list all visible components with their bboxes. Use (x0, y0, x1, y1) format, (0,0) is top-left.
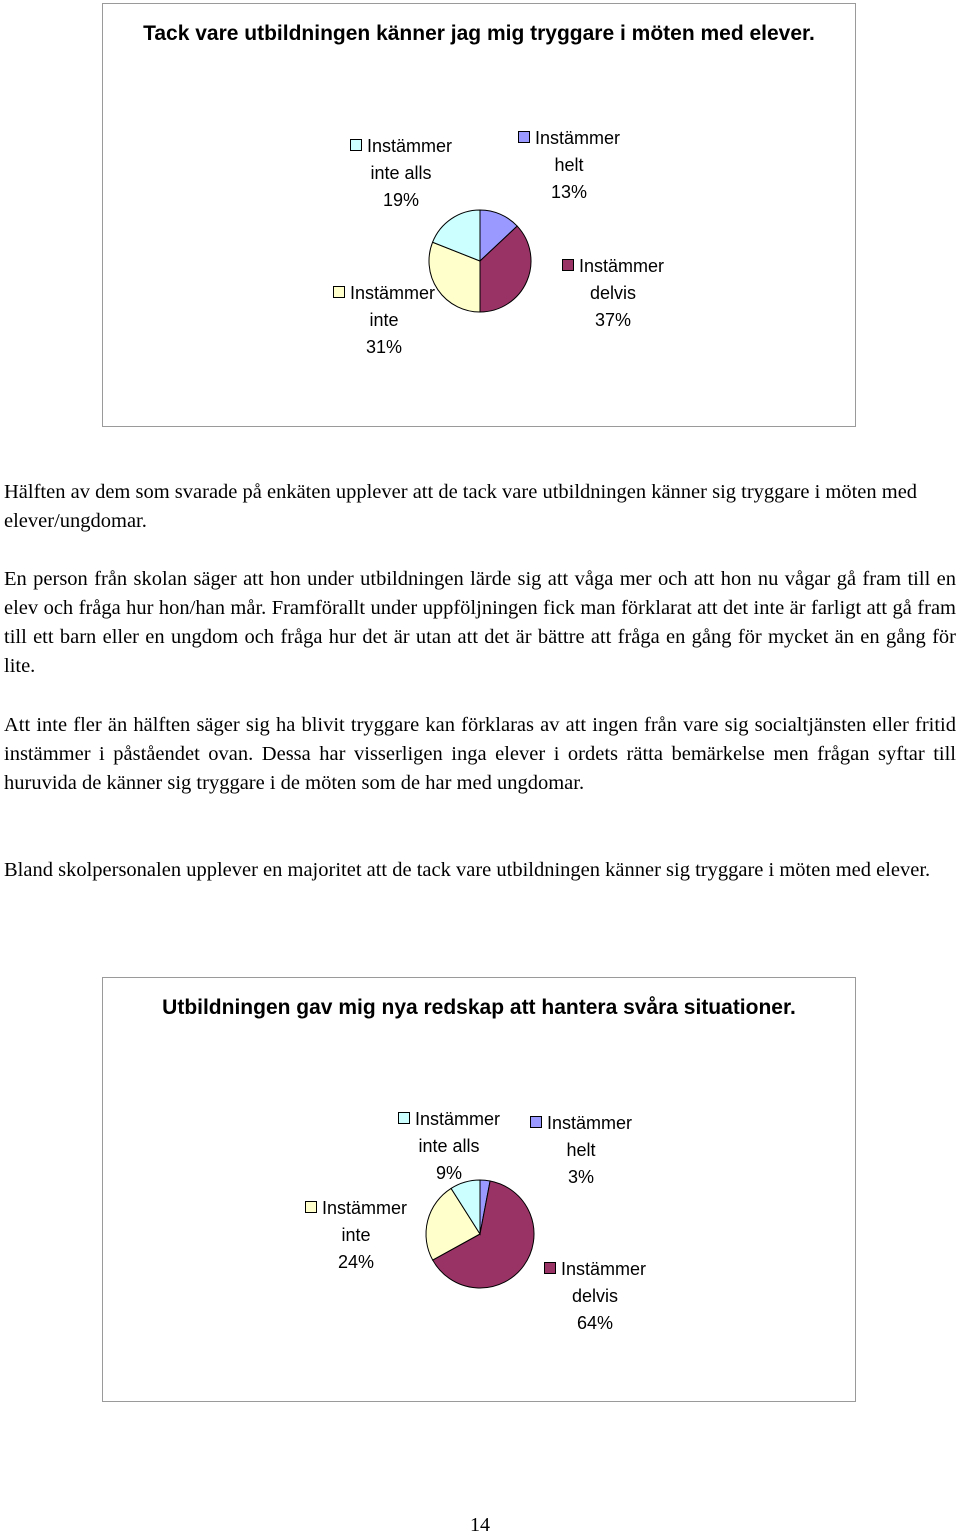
chart-1-label-inte: Instämmer inte 31% (314, 280, 454, 361)
chart-2-label-inte: Instämmer inte 24% (286, 1195, 426, 1276)
swatch-helt (518, 131, 530, 143)
swatch-delvis (544, 1262, 556, 1274)
swatch-inte-alls (350, 139, 362, 151)
chart-1-label-delvis: Instämmer delvis 37% (543, 253, 683, 334)
chart-1-title: Tack vare utbildningen känner jag mig tryggare i möten med elever. (143, 22, 815, 45)
chart-2-label-helt: Instämmer helt 3% (511, 1110, 651, 1191)
chart-2-label-inte-alls: Instämmer inte alls 9% (379, 1106, 519, 1187)
paragraph-4: Bland skolpersonalen upplever en majoritet att de tack vare utbildningen känner sig tryggare i möten med elever. (4, 859, 931, 881)
swatch-delvis (562, 259, 574, 271)
paragraph-3: Att inte fler än hälften säger sig ha blivit tryggare kan förklaras av att ingen från vare sig socialtjänsten eller fritid instämmer i påståendet ovan. Dessa har visserligen inga elever i ordets rätta bemärkelse men frågan syftar till huruvida de känner sig tryggare i de möten som de har med ungdomar. (4, 714, 956, 794)
chart-1 (102, 3, 856, 427)
chart-1-pie (103, 4, 855, 426)
swatch-helt (530, 1116, 542, 1128)
chart-2-pie (103, 978, 855, 1401)
chart-1-label-helt: Instämmer helt 13% (499, 125, 639, 206)
paragraph-1: Hälften av dem som svarade på enkäten upplever att de tack vare utbildningen känner sig tryggare i möten med elever/ungdomar. (4, 481, 918, 532)
swatch-inte (333, 286, 345, 298)
chart-2-label-delvis: Instämmer delvis 64% (525, 1256, 665, 1337)
swatch-inte-alls (398, 1112, 410, 1124)
swatch-inte (305, 1201, 317, 1213)
paragraph-2: En person från skolan säger att hon under utbildningen lärde sig att våga mer och att hon nu vågar gå fram till en elev och fråga hur hon/han mår. Framförallt under uppföljningen fick man förklarat att det inte är farligt att gå fram till ett barn eller en ungdom och fråga hur det är utan att det är bättre att fråga en gång för mycket än en gång för lite. (4, 568, 956, 677)
chart-1-label-inte-alls: Instämmer inte alls 19% (331, 133, 471, 214)
chart-2-title: Utbildningen gav mig nya redskap att hantera svåra situationer. (162, 996, 796, 1019)
chart-2 (102, 977, 856, 1402)
page-number: 14 (470, 1514, 490, 1536)
